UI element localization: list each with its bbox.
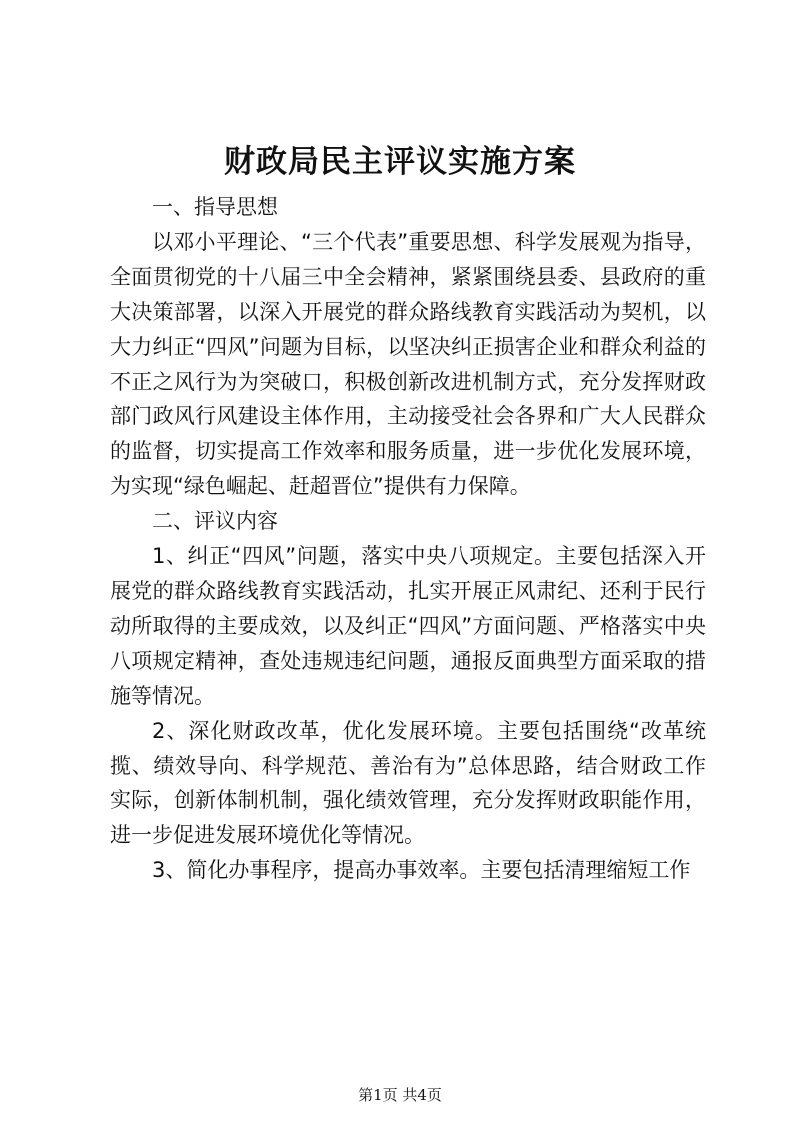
document-title: 财政局民主评议实施方案 bbox=[224, 144, 576, 180]
section-heading-guiding-ideology: 一、指导思想 bbox=[152, 195, 278, 219]
paragraph-guiding-ideology: 以邓小平理论、“三个代表”重要思想、科学发展观为指导，全面贯彻党的十八届三中全会精神，紧紧围绕县委、县政府的重大决策部署，以深入开展党的群众路线教育实践活动为契机，以大力纠正“四风”问题为目标，以坚决纠正损害企业和群众利益的不正之风行为为突破口，积极创新改进机制方式，充分发挥财政部门政风行风建设主体作用，主动接受社会各界和广大人民群众的监督，切实提高工作效率和服务质量，进一步优化发展环境，为实现“绿色崛起、赶超晋位”提供有力保障。 bbox=[110, 229, 706, 499]
paragraph-item-1: 1、纠正“四风”问题，落实中央八项规定。主要包括深入开展党的群众路线教育实践活动，扎实开展正风肃纪、还利于民行动所取得的主要成效，以及纠正“四风”方面问题、严格落实中央八项规定精神，查处违规违纪问题，通报反面典型方面采取的措施等情况。 bbox=[110, 544, 706, 708]
section-heading-evaluation-content: 二、评议内容 bbox=[152, 509, 278, 534]
paragraph-item-2: 2、深化财政改革，优化发展环境。主要包括围绕“改革统揽、绩效导向、科学规范、善治有为”总体思路，结合财政工作实际，创新体制机制，强化绩效管理，充分发挥财政职能作用，进一步促进发展环境优化等情况。 bbox=[110, 718, 706, 848]
document-body bbox=[110, 190, 706, 888]
page-number-footer: 第1页 共4页 bbox=[358, 1086, 442, 1104]
paragraph-item-3: 3、简化办事程序，提高办事效率。主要包括清理缩短工作 bbox=[152, 858, 691, 883]
